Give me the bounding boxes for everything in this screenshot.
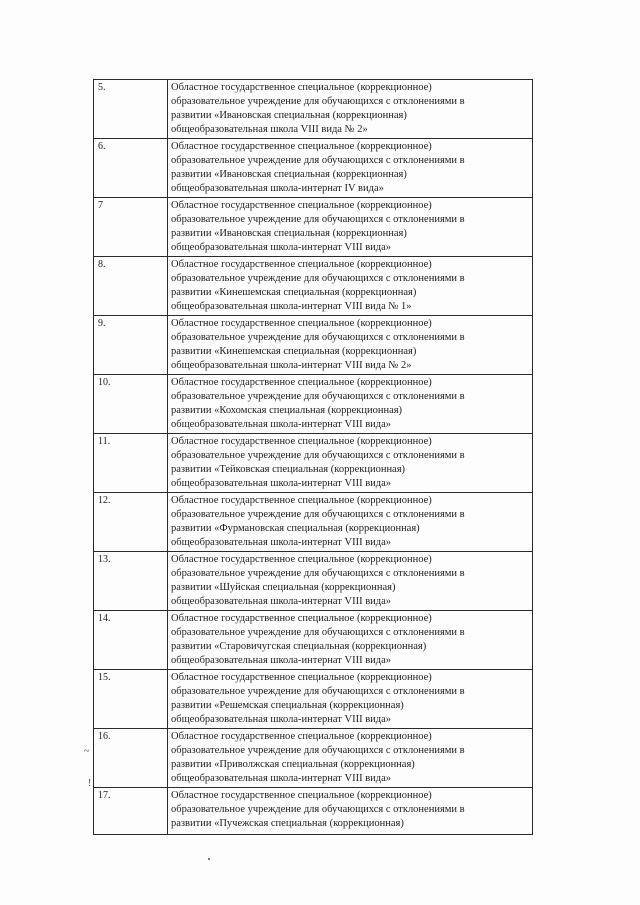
institution-name-line: развитии «Решемская специальная (коррекционная) bbox=[171, 700, 404, 711]
institution-name-line: развитии «Кинешемская специальная (коррекционная) bbox=[171, 346, 417, 357]
institution-name-cell bbox=[168, 257, 533, 316]
institution-name-line: Областное государственное специальное (коррекционное) bbox=[171, 495, 432, 506]
institution-name-line: общеобразовательная школа-интернат VIII вида» bbox=[171, 596, 392, 607]
institution-name-line: образовательное учреждение для обучающихся с отклонениями в bbox=[171, 568, 465, 579]
institution-name-line: общеобразовательная школа VIII вида № 2» bbox=[171, 124, 368, 135]
institution-name-cell bbox=[168, 198, 533, 257]
table-row bbox=[94, 493, 533, 552]
institution-name-cell bbox=[168, 493, 533, 552]
row-number: 9. bbox=[94, 316, 168, 375]
institution-name-line: Областное государственное специальное (коррекционное) bbox=[171, 790, 432, 801]
institution-name-line: Областное государственное специальное (коррекционное) bbox=[171, 436, 432, 447]
institution-name-line: развитии «Старовичугская специальная (коррекционная) bbox=[171, 641, 427, 652]
institution-name-line: общеобразовательная школа-интернат VIII вида» bbox=[171, 655, 392, 666]
table-row bbox=[94, 434, 533, 493]
institution-name-line: развитии «Шуйская специальная (коррекционная) bbox=[171, 582, 396, 593]
row-number: 5. bbox=[94, 80, 168, 139]
row-number: 12. bbox=[94, 493, 168, 552]
institution-name-line: развитии «Приволжская специальная (коррекционная) bbox=[171, 759, 415, 770]
institution-name-line: Областное государственное специальное (коррекционное) bbox=[171, 141, 432, 152]
institution-name-line: образовательное учреждение для обучающихся с отклонениями в bbox=[171, 450, 465, 461]
table-row bbox=[94, 611, 533, 670]
institution-name-line: Областное государственное специальное (коррекционное) bbox=[171, 613, 432, 624]
row-number: 8. bbox=[94, 257, 168, 316]
row-number: 14. bbox=[94, 611, 168, 670]
institution-name-line: общеобразовательная школа-интернат VIII вида № 2» bbox=[171, 360, 412, 371]
institution-name-line: Областное государственное специальное (коррекционное) bbox=[171, 672, 432, 683]
institution-name-line: развитии «Ивановская специальная (коррекционная) bbox=[171, 228, 407, 239]
institution-name-line: образовательное учреждение для обучающихся с отклонениями в bbox=[171, 627, 465, 638]
institution-name-cell bbox=[168, 611, 533, 670]
institution-name-line: Областное государственное специальное (коррекционное) bbox=[171, 82, 432, 93]
row-number: 10. bbox=[94, 375, 168, 434]
institution-name-cell bbox=[168, 139, 533, 198]
scan-speck bbox=[208, 858, 210, 860]
institution-name-cell bbox=[168, 434, 533, 493]
row-number: 16. bbox=[94, 729, 168, 788]
table-row bbox=[94, 139, 533, 198]
table-row bbox=[94, 257, 533, 316]
margin-mark-tilde: ~ bbox=[84, 746, 90, 757]
margin-mark-bar: ! bbox=[88, 778, 92, 789]
institution-name-cell bbox=[168, 552, 533, 611]
institution-name-line: общеобразовательная школа-интернат IV вида» bbox=[171, 183, 384, 194]
table-row bbox=[94, 788, 533, 835]
row-number: 17. bbox=[94, 788, 168, 835]
institution-name-cell bbox=[168, 729, 533, 788]
institution-name-line: образовательное учреждение для обучающихся с отклонениями в bbox=[171, 214, 465, 225]
institution-name-line: общеобразовательная школа-интернат VIII вида» bbox=[171, 714, 392, 725]
institution-name-line: развитии «Пучежская специальная (коррекционная) bbox=[171, 818, 404, 829]
institution-name-line: развитии «Кохомская специальная (коррекционная) bbox=[171, 405, 403, 416]
institution-name-line: общеобразовательная школа-интернат VIII вида» bbox=[171, 478, 392, 489]
institution-name-cell bbox=[168, 670, 533, 729]
institution-name-line: общеобразовательная школа-интернат VIII вида» bbox=[171, 537, 392, 548]
row-number: 11. bbox=[94, 434, 168, 493]
table-row bbox=[94, 198, 533, 257]
institution-name-line: образовательное учреждение для обучающихся с отклонениями в bbox=[171, 391, 465, 402]
table-row bbox=[94, 552, 533, 611]
institution-name-line: образовательное учреждение для обучающихся с отклонениями в bbox=[171, 155, 465, 166]
institution-name-line: развитии «Ивановская специальная (коррекционная) bbox=[171, 110, 407, 121]
row-number: 7 bbox=[94, 198, 168, 257]
institution-name-line: образовательное учреждение для обучающихся с отклонениями в bbox=[171, 686, 465, 697]
institution-name-line: развитии «Ивановская специальная (коррекционная) bbox=[171, 169, 407, 180]
institution-name-line: развитии «Кинешемская специальная (коррекционная) bbox=[171, 287, 417, 298]
institution-name-line: Областное государственное специальное (коррекционное) bbox=[171, 554, 432, 565]
table-row bbox=[94, 729, 533, 788]
institution-name-cell bbox=[168, 375, 533, 434]
institution-name-line: общеобразовательная школа-интернат VIII вида» bbox=[171, 242, 392, 253]
institution-name-line: образовательное учреждение для обучающихся с отклонениями в bbox=[171, 745, 465, 756]
institution-name-line: Областное государственное специальное (коррекционное) bbox=[171, 200, 432, 211]
institution-name-line: развитии «Тейковская специальная (коррекционная) bbox=[171, 464, 406, 475]
table-row bbox=[94, 80, 533, 139]
institution-name-line: образовательное учреждение для обучающихся с отклонениями в bbox=[171, 509, 465, 520]
row-number: 15. bbox=[94, 670, 168, 729]
institutions-table bbox=[93, 79, 533, 835]
institution-name-line: образовательное учреждение для обучающихся с отклонениями в bbox=[171, 804, 465, 815]
row-number: 13. bbox=[94, 552, 168, 611]
institution-name-line: образовательное учреждение для обучающихся с отклонениями в bbox=[171, 273, 465, 284]
institution-name-line: образовательное учреждение для обучающихся с отклонениями в bbox=[171, 96, 465, 107]
institution-name-line: Областное государственное специальное (коррекционное) bbox=[171, 318, 432, 329]
table-row bbox=[94, 375, 533, 434]
table-row bbox=[94, 670, 533, 729]
institution-name-line: Областное государственное специальное (коррекционное) bbox=[171, 731, 432, 742]
institution-name-line: развитии «Фурмановская специальная (коррекционная) bbox=[171, 523, 420, 534]
institution-name-line: общеобразовательная школа-интернат VIII вида № 1» bbox=[171, 301, 412, 312]
institution-name-line: Областное государственное специальное (коррекционное) bbox=[171, 377, 432, 388]
institution-name-cell bbox=[168, 80, 533, 139]
table-row bbox=[94, 316, 533, 375]
institution-name-cell bbox=[168, 788, 533, 835]
institution-name-cell bbox=[168, 316, 533, 375]
institution-name-line: общеобразовательная школа-интернат VIII вида» bbox=[171, 773, 392, 784]
institution-name-line: Областное государственное специальное (коррекционное) bbox=[171, 259, 432, 270]
row-number: 6. bbox=[94, 139, 168, 198]
institution-name-line: общеобразовательная школа-интернат VIII вида» bbox=[171, 419, 392, 430]
institution-name-line: образовательное учреждение для обучающихся с отклонениями в bbox=[171, 332, 465, 343]
